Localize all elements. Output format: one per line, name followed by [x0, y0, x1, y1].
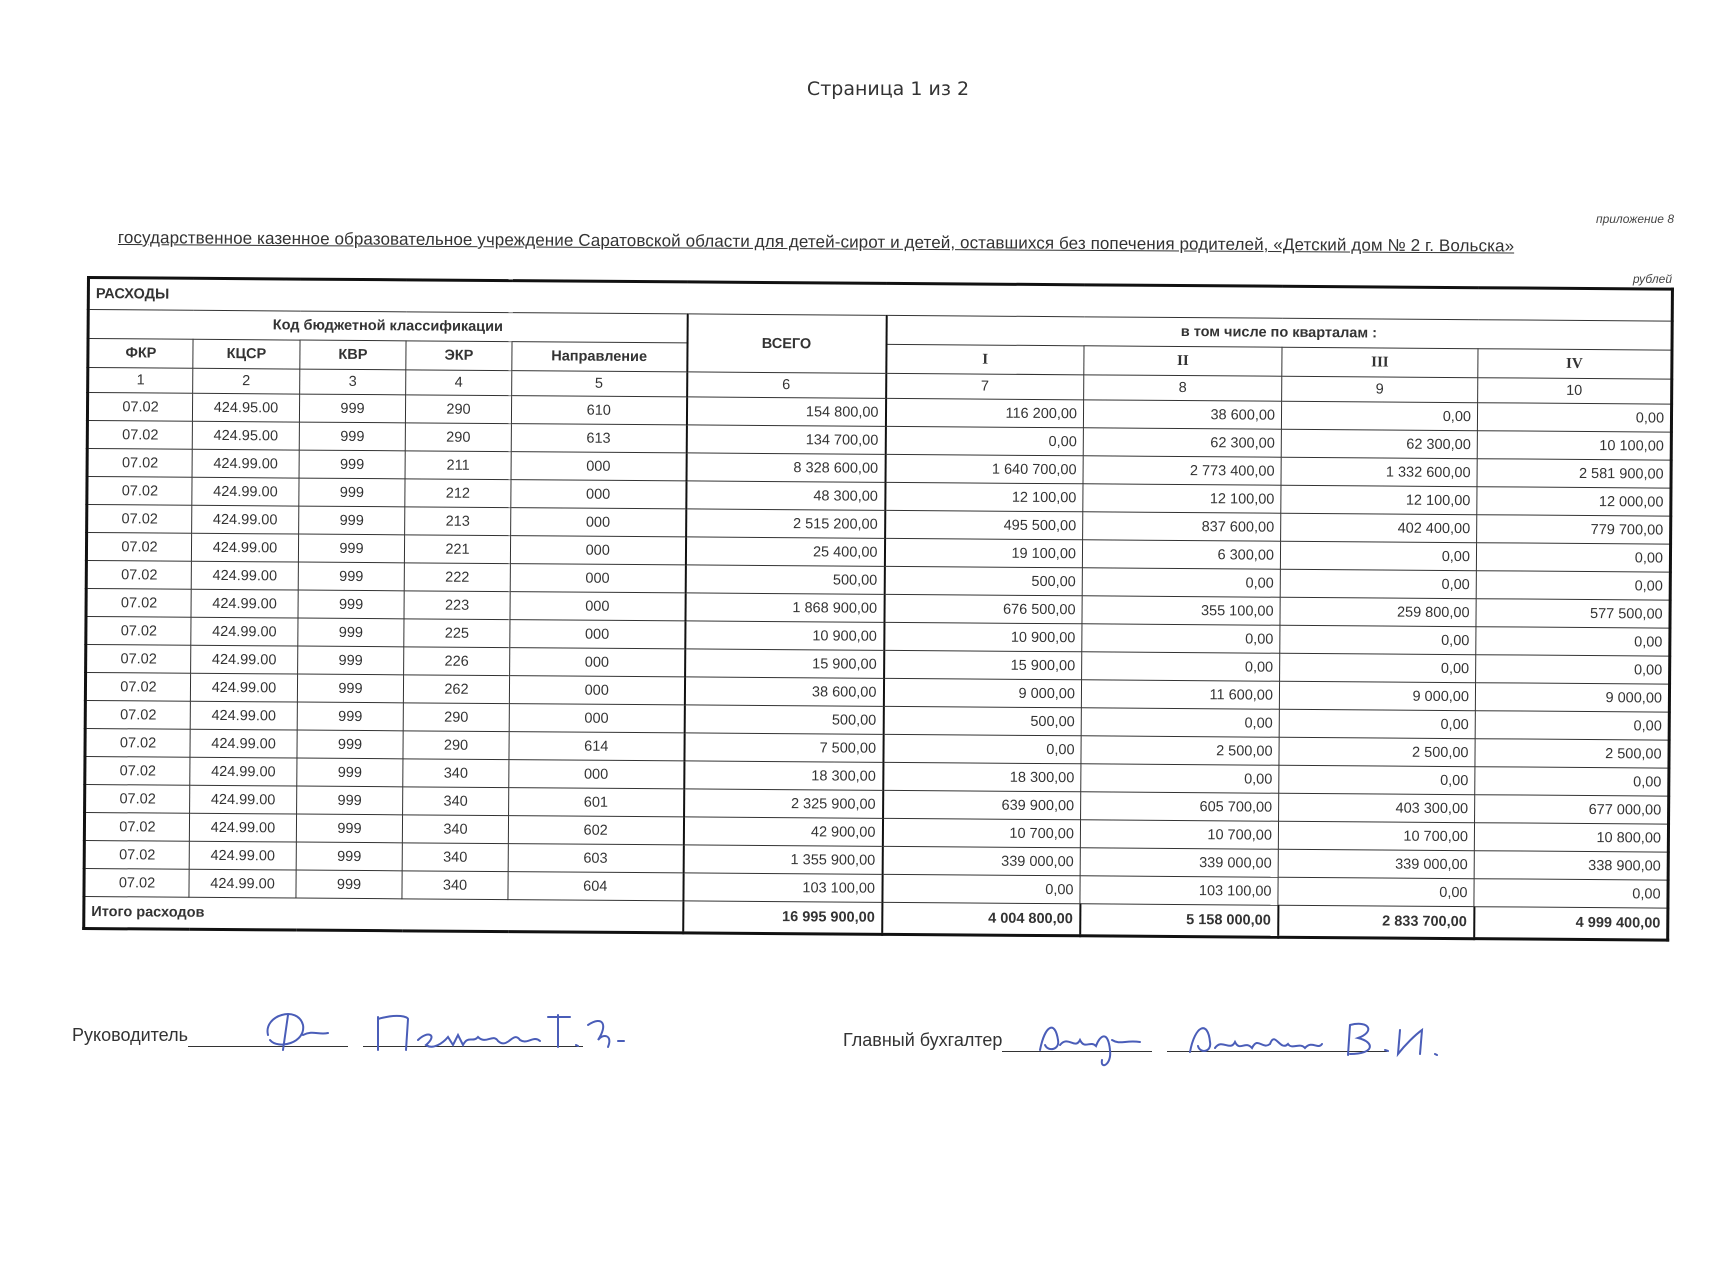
cell-fkr: 07.02	[87, 449, 192, 478]
cell-q2: 0,00	[1082, 652, 1280, 681]
cell-q3: 12 100,00	[1281, 485, 1477, 514]
cell-fkr: 07.02	[85, 700, 190, 729]
cell-fkr: 07.02	[85, 728, 190, 757]
cell-kcsr: 424.99.00	[189, 869, 296, 898]
cell-q1: 0,00	[885, 426, 1083, 455]
total-column-header: ВСЕГО	[687, 314, 886, 373]
cell-ekr: 290	[403, 703, 509, 732]
cell-direction: 000	[509, 704, 684, 733]
total-label: Итого расходов	[84, 896, 683, 932]
cell-q2: 12 100,00	[1083, 484, 1281, 513]
cell-q3: 62 300,00	[1281, 429, 1477, 458]
cell-direction: 000	[509, 676, 684, 705]
cell-q4: 677 000,00	[1475, 795, 1669, 824]
cell-direction: 613	[511, 424, 686, 453]
cell-q3: 0,00	[1280, 653, 1476, 682]
cell-kvr: 999	[297, 730, 403, 759]
cell-q3: 0,00	[1281, 401, 1477, 430]
expenses-table	[82, 276, 1674, 942]
cell-fkr: 07.02	[87, 505, 192, 534]
cell-q3: 402 400,00	[1281, 513, 1477, 542]
cell-kvr: 999	[298, 618, 404, 647]
cell-q4: 0,00	[1476, 543, 1670, 572]
cell-total: 2 515 200,00	[686, 509, 885, 538]
cell-q1: 339 000,00	[882, 846, 1080, 875]
cell-direction: 000	[510, 592, 685, 621]
cell-fkr: 07.02	[87, 421, 192, 450]
col-header-direction: Направление	[512, 342, 687, 372]
cell-q1: 15 900,00	[884, 650, 1082, 679]
cell-total: 1 868 900,00	[685, 593, 884, 622]
cell-fkr: 07.02	[86, 589, 191, 618]
cell-total: 18 300,00	[684, 761, 883, 790]
expenses-sheet	[82, 276, 1671, 942]
cell-ekr: 290	[405, 395, 511, 424]
total-q3: 2 833 700,00	[1278, 905, 1474, 938]
cell-ekr: 340	[402, 871, 508, 900]
cell-kcsr: 424.99.00	[191, 533, 298, 562]
cell-total: 500,00	[685, 565, 884, 594]
col-header-q2: II	[1084, 346, 1282, 376]
column-number: 9	[1282, 376, 1478, 402]
cell-direction: 000	[509, 760, 684, 789]
cell-q2: 38 600,00	[1083, 400, 1281, 429]
cell-total: 8 328 600,00	[686, 453, 885, 482]
cell-q4: 0,00	[1475, 767, 1669, 796]
cell-q3: 10 700,00	[1278, 821, 1474, 850]
cell-q4: 0,00	[1476, 655, 1670, 684]
col-header-kvr: КВР	[300, 340, 406, 370]
table-body	[84, 393, 1672, 909]
cell-ekr: 222	[404, 563, 510, 592]
cell-q1: 676 500,00	[884, 594, 1082, 623]
quarters-group-header: в том числе по кварталам :	[886, 315, 1672, 350]
cell-fkr: 07.02	[85, 673, 190, 702]
cell-q4: 12 000,00	[1477, 487, 1671, 516]
cell-ekr: 221	[404, 535, 510, 564]
cell-q2: 10 700,00	[1080, 820, 1278, 849]
cell-kvr: 999	[297, 786, 403, 815]
cell-kvr: 999	[296, 842, 402, 871]
cell-fkr: 07.02	[84, 840, 189, 869]
cell-q4: 0,00	[1476, 571, 1670, 600]
column-number: 10	[1478, 378, 1672, 404]
col-header-q1: I	[886, 344, 1084, 374]
cell-q2: 0,00	[1082, 624, 1280, 653]
cell-q2: 11 600,00	[1081, 680, 1279, 709]
cell-q2: 355 100,00	[1082, 596, 1280, 625]
cell-q1: 500,00	[883, 706, 1081, 735]
cell-fkr: 07.02	[84, 812, 189, 841]
cell-direction: 000	[511, 452, 686, 481]
cell-ekr: 211	[405, 451, 511, 480]
cell-q1: 639 900,00	[883, 790, 1081, 819]
cell-kvr: 999	[298, 562, 404, 591]
cell-q3: 2 500,00	[1279, 737, 1475, 766]
column-number: 4	[406, 370, 512, 396]
cell-q2: 6 300,00	[1082, 540, 1280, 569]
cell-q3: 259 800,00	[1280, 597, 1476, 626]
cell-total: 134 700,00	[686, 425, 885, 454]
budget-code-header: Код бюджетной классификации	[88, 310, 687, 343]
cell-ekr: 226	[404, 647, 510, 676]
cell-ekr: 212	[405, 479, 511, 508]
cell-kcsr: 424.99.00	[189, 841, 296, 870]
cell-direction: 000	[510, 620, 685, 649]
column-number: 7	[886, 373, 1084, 399]
column-number: 8	[1084, 375, 1282, 401]
director-label: Руководитель	[72, 1025, 188, 1045]
column-number: 6	[687, 372, 886, 398]
col-header-fkr: ФКР	[88, 339, 193, 369]
cell-fkr: 07.02	[86, 561, 191, 590]
cell-q1: 12 100,00	[885, 482, 1083, 511]
cell-q4: 779 700,00	[1477, 515, 1671, 544]
column-number: 3	[300, 369, 406, 395]
cell-ekr: 340	[403, 759, 509, 788]
cell-q3: 0,00	[1280, 569, 1476, 598]
cell-total: 2 325 900,00	[684, 789, 883, 818]
col-header-kcsr: КЦСР	[193, 339, 300, 369]
cell-kcsr: 424.99.00	[190, 785, 297, 814]
cell-total: 38 600,00	[684, 677, 883, 706]
cell-ekr: 340	[403, 787, 509, 816]
cell-q2: 0,00	[1081, 764, 1279, 793]
cell-kvr: 999	[299, 478, 405, 507]
cell-fkr: 07.02	[87, 477, 192, 506]
cell-ekr: 213	[405, 507, 511, 536]
total-q1: 4 004 800,00	[882, 902, 1080, 935]
cell-kcsr: 424.99.00	[190, 757, 297, 786]
cell-q4: 0,00	[1476, 627, 1670, 656]
cell-kcsr: 424.99.00	[189, 813, 296, 842]
cell-q3: 0,00	[1280, 625, 1476, 654]
cell-kvr: 999	[299, 422, 405, 451]
cell-q3: 9 000,00	[1279, 681, 1475, 710]
cell-q3: 1 332 600,00	[1281, 457, 1477, 486]
total-q2: 5 158 000,00	[1080, 904, 1278, 937]
cell-fkr: 07.02	[87, 393, 192, 422]
cell-q1: 1 640 700,00	[885, 454, 1083, 483]
cell-q2: 62 300,00	[1083, 428, 1281, 457]
cell-q1: 0,00	[882, 874, 1080, 903]
cell-q2: 837 600,00	[1083, 512, 1281, 541]
cell-q1: 0,00	[883, 734, 1081, 763]
cell-total: 42 900,00	[683, 817, 882, 846]
cell-kcsr: 424.99.00	[192, 505, 299, 534]
cell-q2: 605 700,00	[1081, 792, 1279, 821]
cell-q4: 10 800,00	[1474, 823, 1668, 852]
cell-fkr: 07.02	[85, 784, 190, 813]
cell-total: 500,00	[684, 705, 883, 734]
cell-ekr: 340	[402, 843, 508, 872]
units-label: рублей	[1632, 272, 1672, 286]
cell-direction: 602	[508, 816, 683, 845]
cell-q1: 10 900,00	[884, 622, 1082, 651]
cell-q1: 19 100,00	[884, 538, 1082, 567]
cell-q1: 18 300,00	[883, 762, 1081, 791]
cell-kvr: 999	[297, 702, 403, 731]
cell-q4: 577 500,00	[1476, 599, 1670, 628]
cell-direction: 601	[509, 788, 684, 817]
cell-q2: 2 500,00	[1081, 736, 1279, 765]
cell-kvr: 999	[299, 506, 405, 535]
cell-kvr: 999	[297, 674, 403, 703]
cell-direction: 000	[510, 564, 685, 593]
cell-total: 103 100,00	[683, 873, 882, 902]
cell-kvr: 999	[298, 534, 404, 563]
total-sum: 16 995 900,00	[683, 901, 882, 934]
cell-kvr: 999	[299, 450, 405, 479]
cell-total: 48 300,00	[686, 481, 885, 510]
cell-kcsr: 424.99.00	[190, 701, 297, 730]
cell-kvr: 999	[298, 590, 404, 619]
column-number: 1	[88, 368, 193, 394]
cell-kcsr: 424.99.00	[192, 477, 299, 506]
appendix-label: приложение 8	[1595, 212, 1674, 226]
cell-direction: 000	[510, 536, 685, 565]
cell-q4: 0,00	[1477, 403, 1671, 432]
cell-q1: 9 000,00	[883, 678, 1081, 707]
cell-q1: 116 200,00	[885, 398, 1083, 427]
cell-ekr: 223	[404, 591, 510, 620]
cell-direction: 000	[510, 648, 685, 677]
accountant-label: Главный бухгалтер	[843, 1030, 1003, 1050]
cell-total: 15 900,00	[685, 649, 884, 678]
column-number: 5	[512, 371, 687, 397]
cell-kvr: 999	[296, 814, 402, 843]
cell-ekr: 290	[403, 731, 509, 760]
cell-kvr: 999	[296, 870, 402, 899]
cell-kcsr: 424.99.00	[191, 645, 298, 674]
cell-total: 1 355 900,00	[683, 845, 882, 874]
cell-q2: 2 773 400,00	[1083, 456, 1281, 485]
cell-kvr: 999	[299, 394, 405, 423]
cell-q3: 0,00	[1279, 709, 1475, 738]
cell-total: 10 900,00	[685, 621, 884, 650]
cell-kvr: 999	[297, 758, 403, 787]
cell-kcsr: 424.99.00	[191, 561, 298, 590]
cell-q3: 403 300,00	[1279, 793, 1475, 822]
organization-title: государственное казенное образовательное учреждение Саратовской области для детей-сирот и детей, оставшихся без попечения родителей, «Детский дом № 2 г. Вольска»	[117, 228, 1515, 256]
cell-fkr: 07.02	[86, 533, 191, 562]
cell-q3: 0,00	[1278, 877, 1474, 906]
cell-total: 7 500,00	[684, 733, 883, 762]
cell-q2: 339 000,00	[1080, 848, 1278, 877]
cell-q3: 0,00	[1280, 541, 1476, 570]
cell-q1: 500,00	[884, 566, 1082, 595]
cell-total: 154 800,00	[686, 397, 885, 426]
cell-q4: 0,00	[1474, 879, 1668, 908]
cell-q4: 10 100,00	[1477, 431, 1671, 460]
cell-direction: 603	[508, 844, 683, 873]
section-title: РАСХОДЫ	[88, 278, 1672, 322]
cell-q1: 10 700,00	[882, 818, 1080, 847]
cell-fkr: 07.02	[86, 645, 191, 674]
cell-q2: 0,00	[1082, 568, 1280, 597]
cell-direction: 614	[509, 732, 684, 761]
cell-kcsr: 424.99.00	[191, 589, 298, 618]
cell-direction: 610	[511, 396, 686, 425]
cell-ekr: 262	[403, 675, 509, 704]
cell-fkr: 07.02	[85, 756, 190, 785]
cell-direction: 000	[511, 508, 686, 537]
total-q4: 4 999 400,00	[1474, 907, 1668, 940]
cell-ekr: 290	[405, 423, 511, 452]
cell-kvr: 999	[298, 646, 404, 675]
cell-q2: 0,00	[1081, 708, 1279, 737]
cell-ekr: 225	[404, 619, 510, 648]
cell-q4: 2 581 900,00	[1477, 459, 1671, 488]
cell-kcsr: 424.99.00	[190, 673, 297, 702]
cell-q4: 9 000,00	[1475, 683, 1669, 712]
cell-q3: 0,00	[1279, 765, 1475, 794]
cell-direction: 000	[511, 480, 686, 509]
cell-q4: 0,00	[1475, 711, 1669, 740]
cell-q3: 339 000,00	[1278, 849, 1474, 878]
cell-kcsr: 424.95.00	[192, 421, 299, 450]
cell-direction: 604	[508, 872, 683, 901]
col-header-q3: III	[1282, 347, 1478, 377]
col-header-ekr: ЭКР	[406, 341, 512, 371]
cell-fkr: 07.02	[84, 868, 189, 897]
cell-total: 25 400,00	[685, 537, 884, 566]
cell-kcsr: 424.95.00	[192, 393, 299, 422]
cell-kcsr: 424.99.00	[192, 449, 299, 478]
cell-q1: 495 500,00	[885, 510, 1083, 539]
cell-q2: 103 100,00	[1080, 876, 1278, 905]
column-number: 2	[193, 368, 300, 394]
cell-q4: 2 500,00	[1475, 739, 1669, 768]
page-header: Страница 1 из 2	[806, 78, 970, 100]
cell-fkr: 07.02	[86, 617, 191, 646]
col-header-q4: IV	[1478, 349, 1672, 379]
cell-q4: 338 900,00	[1474, 851, 1668, 880]
cell-kcsr: 424.99.00	[190, 729, 297, 758]
cell-kcsr: 424.99.00	[191, 617, 298, 646]
cell-ekr: 340	[402, 815, 508, 844]
